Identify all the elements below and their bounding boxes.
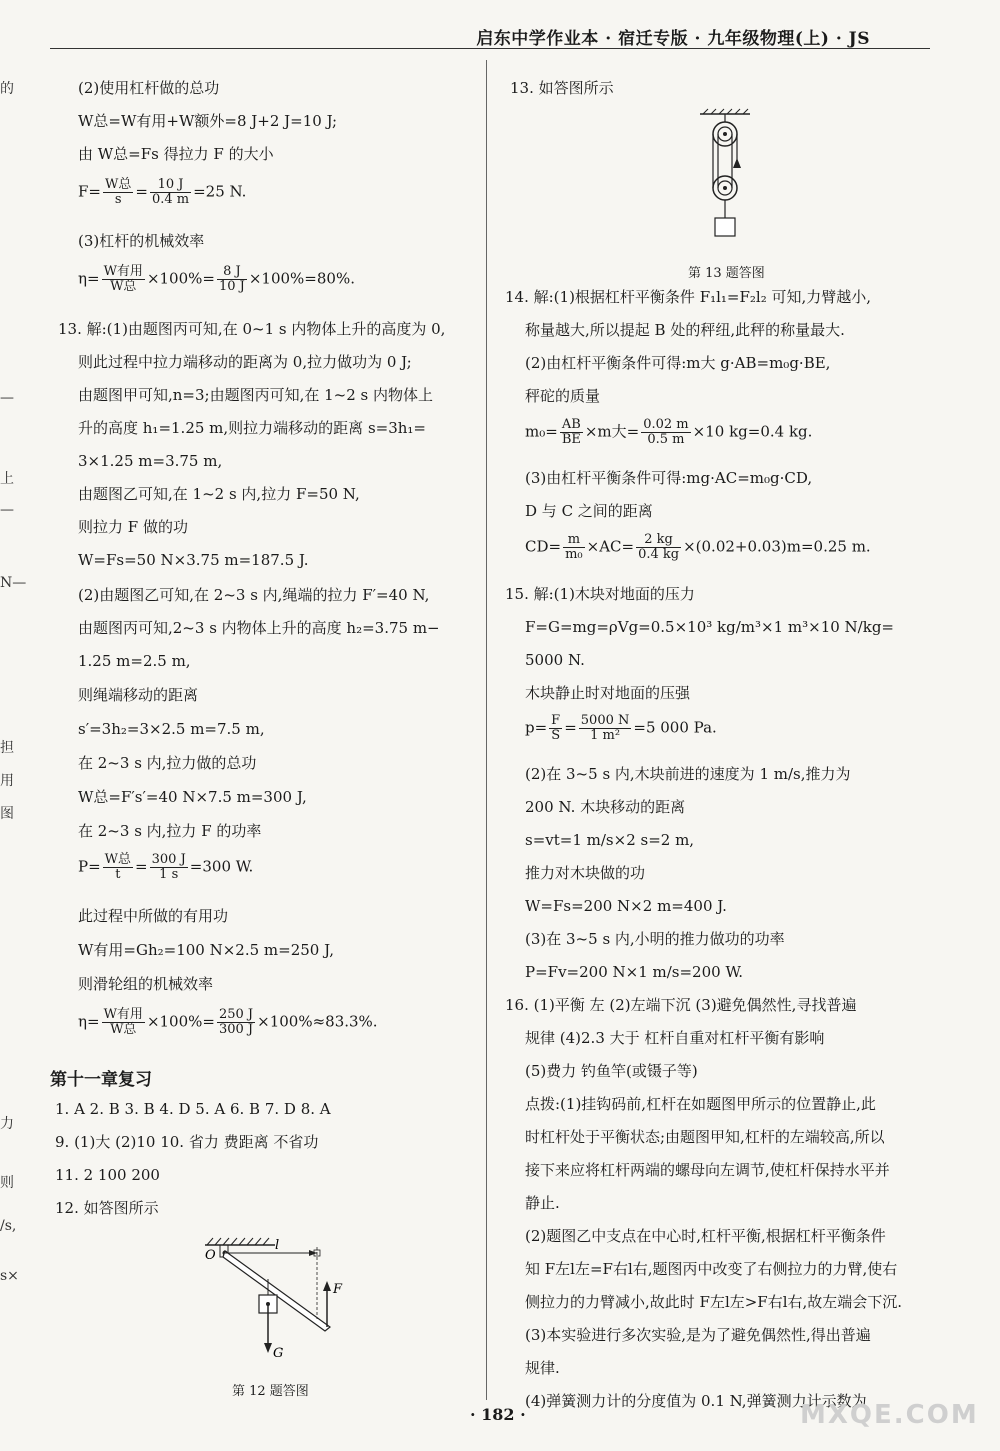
text-line: (4)弹簧测力计的分度值为 0.1 N,弹簧测力计示数为 xyxy=(525,1392,867,1410)
text-line: 由题图乙可知,在 1~2 s 内,拉力 F=50 N, xyxy=(78,485,360,503)
text-line: 规律 (4)2.3 大于 杠杆自重对杠杆平衡有影响 xyxy=(525,1029,825,1047)
text-line: W总=W有用+W额外=8 J+2 J=10 J; xyxy=(78,112,338,130)
text-line: 知 F左l左=F右l右,题图丙中改变了右侧拉力的力臂,使右 xyxy=(525,1260,898,1278)
text-line: P=Fv=200 N×1 m/s=200 W. xyxy=(525,963,744,981)
text-line: 1.25 m=2.5 m, xyxy=(78,652,191,670)
edge-text: — xyxy=(0,390,14,406)
text-line: 11. 2 100 200 xyxy=(55,1166,160,1184)
column-divider xyxy=(486,60,487,1400)
text-line: 13. 解:(1)由题图丙可知,在 0~1 s 内物体上升的高度为 0, xyxy=(58,320,446,338)
text-line: 升的高度 h₁=1.25 m,则拉力端移动的距离 s=3h₁= xyxy=(78,419,426,437)
text-line: 3×1.25 m=3.75 m, xyxy=(78,452,223,470)
text-line: (3)在 3~5 s 内,小明的推力做功的功率 xyxy=(525,930,785,948)
equation: F= $\frac{\text{W总}}{s}$ = $\frac{10 J}{0.4 m}$ =25 N. xyxy=(78,177,247,207)
text-line: 由 W总=Fs 得拉力 F 的大小 xyxy=(78,145,274,163)
section-title: 第十一章复习 xyxy=(50,1070,152,1090)
text-line: 9. (1)大 (2)10 10. 省力 费距离 不省功 xyxy=(55,1133,319,1151)
text-line: 16. (1)平衡 左 (2)左端下沉 (3)避免偶然性,寻找普遍 xyxy=(505,996,857,1014)
fig12-label-f: F xyxy=(333,1282,343,1297)
text-line: (2)在 3~5 s 内,木块前进的速度为 1 m/s,推力为 xyxy=(525,765,851,783)
edge-text: 担 xyxy=(0,740,14,756)
text-line: 则绳端移动的距离 xyxy=(78,686,199,704)
text-line: (3)杠杆的机械效率 xyxy=(78,232,205,250)
edge-text: /s, xyxy=(0,1218,17,1234)
text-line: 称量越大,所以提起 B 处的秤纽,此秤的称量最大. xyxy=(525,321,845,339)
equation: CD= $\frac{m}{\text{m₀}}$ ×AC= $\frac{2 kg}{0.4 kg}$ ×(0.02+0.03)m=0.25 m. xyxy=(525,532,871,562)
equation: m₀= $\frac{AB}{BE}$ ×m大= $\frac{0.02 m}{0.5 m}$ ×10 kg=0.4 kg. xyxy=(525,417,813,447)
text-line: 12. 如答图所示 xyxy=(55,1199,159,1217)
text-line: (2)由题图乙可知,在 2~3 s 内,绳端的拉力 F′=40 N, xyxy=(78,586,430,604)
text-line: 秤砣的质量 xyxy=(525,387,601,405)
text-line: 则拉力 F 做的功 xyxy=(78,518,188,536)
text-line: 木块静止时对地面的压强 xyxy=(525,684,691,702)
text-line: 15. 解:(1)木块对地面的压力 xyxy=(505,585,695,603)
text-line: 时杠杆处于平衡状态;由题图甲知,杠杆的左端较高,所以 xyxy=(525,1128,885,1146)
equation: η= $\frac{\text{W有用}}{\text{W总}}$ ×100%= $\frac{250 J}{300 J}$ ×100%≈83.3%. xyxy=(78,1007,378,1037)
text-line: (2)使用杠杆做的总功 xyxy=(78,79,220,97)
text-line: (3)由杠杆平衡条件可得:mg·AC=m₀g·CD, xyxy=(525,469,813,487)
text-line: 200 N. 木块移动的距离 xyxy=(525,798,686,816)
text-line: 13. 如答图所示 xyxy=(510,79,614,97)
text-line: 14. 解:(1)根据杠杆平衡条件 F₁l₁=F₂l₂ 可知,力臂越小, xyxy=(505,288,872,306)
text-line: W=Fs=50 N×3.75 m=187.5 J. xyxy=(78,551,309,569)
text-line: 点拨:(1)挂钩码前,杠杆在如题图甲所示的位置静止,此 xyxy=(525,1095,876,1113)
text-line: 推力对木块做的功 xyxy=(525,864,646,882)
figure-12-lever-diagram xyxy=(195,1235,355,1365)
text-line: (5)费力 钓鱼竿(或镊子等) xyxy=(525,1062,698,1080)
text-line: 则此过程中拉力端移动的距离为 0,拉力做功为 0 J; xyxy=(78,353,412,371)
equation: P= $\frac{\text{W总}}{t}$ = $\frac{300 J}{1 s}$ =300 W. xyxy=(78,852,254,882)
equation: p= $\frac{F}{S}$ = $\frac{5000 N}{\text{1 m²}}$ =5 000 Pa. xyxy=(525,713,717,743)
edge-text: 的 xyxy=(0,81,14,97)
header-title: 启东中学作业本 · 宿迁专版 · 九年级物理(上) · JS xyxy=(476,29,870,49)
watermark-logo: MXQE.COM xyxy=(800,1400,979,1430)
edge-text: 则 xyxy=(0,1175,14,1191)
fig12-label-o: O xyxy=(205,1248,216,1263)
text-line: W总=F′s′=40 N×7.5 m=300 J, xyxy=(78,788,307,806)
text-line: D 与 C 之间的距离 xyxy=(525,502,653,520)
text-line: (2)由杠杆平衡条件可得:m大 g·AB=m₀g·BE, xyxy=(525,354,831,372)
figure-13-caption: 第 13 题答图 xyxy=(688,266,765,281)
text-line: (2)题图乙中支点在中心时,杠杆平衡,根据杠杆平衡条件 xyxy=(525,1227,886,1245)
text-line: 此过程中所做的有用功 xyxy=(78,907,229,925)
text-line: 侧拉力的力臂减小,故此时 F左l左>F右l右,故左端会下沉. xyxy=(525,1293,903,1311)
text-line: 5000 N. xyxy=(525,651,585,669)
text-line: 在 2~3 s 内,拉力做的总功 xyxy=(78,754,257,772)
page-number: · 182 · xyxy=(470,1405,526,1424)
edge-text: — xyxy=(0,502,14,518)
edge-text: 力 xyxy=(0,1116,14,1132)
edge-text: 用 xyxy=(0,773,14,789)
text-line: 1. A 2. B 3. B 4. D 5. A 6. B 7. D 8. A xyxy=(55,1100,331,1118)
text-line: W有用=Gh₂=100 N×2.5 m=250 J, xyxy=(78,941,335,959)
text-line: F=G=mg=ρVg=0.5×10³ kg/m³×1 m³×10 N/kg= xyxy=(525,618,894,636)
text-line: 静止. xyxy=(525,1194,560,1212)
text-line: (3)本实验进行多次实验,是为了避免偶然性,得出普遍 xyxy=(525,1326,871,1344)
text-line: W=Fs=200 N×2 m=400 J. xyxy=(525,897,727,915)
text-line: s′=3h₂=3×2.5 m=7.5 m, xyxy=(78,720,265,738)
edge-text: 上 xyxy=(0,471,14,487)
page-header xyxy=(50,14,930,49)
text-line: 接下来应将杠杆两端的螺母向左调节,使杠杆保持水平并 xyxy=(525,1161,890,1179)
text-line: 规律. xyxy=(525,1359,560,1377)
text-line: 由题图丙可知,2~3 s 内物体上升的高度 h₂=3.75 m− xyxy=(78,619,440,637)
fig12-label-g: G xyxy=(273,1346,284,1361)
text-line: s=vt=1 m/s×2 s=2 m, xyxy=(525,831,695,849)
edge-text: s× xyxy=(0,1268,19,1284)
figure-13-pulley-diagram xyxy=(695,108,755,243)
text-line: 在 2~3 s 内,拉力 F 的功率 xyxy=(78,822,262,840)
text-line: 则滑轮组的机械效率 xyxy=(78,975,214,993)
edge-text: N— xyxy=(0,575,27,591)
equation: η= $\frac{\text{W有用}}{\text{W总}}$ ×100%= $\frac{8 J}{10 J}$ ×100%=80%. xyxy=(78,264,355,294)
edge-text: 图 xyxy=(0,806,14,822)
text-line: 由题图甲可知,n=3;由题图丙可知,在 1~2 s 内物体上 xyxy=(78,386,434,404)
figure-12-caption: 第 12 题答图 xyxy=(232,1384,309,1399)
fig12-label-l: l xyxy=(275,1238,280,1253)
